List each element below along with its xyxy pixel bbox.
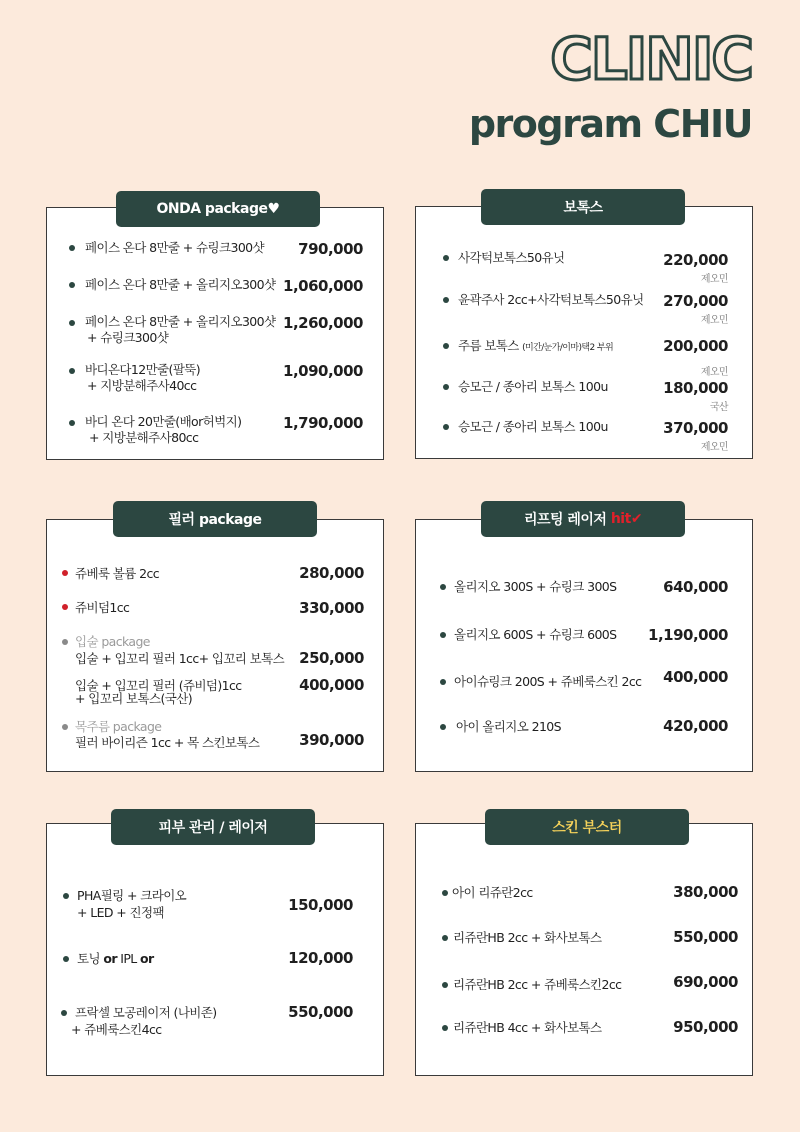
section-tag-lifting: 리프팅 레이저 hit ✔ [481, 501, 685, 537]
bullet-dot [61, 1010, 67, 1016]
onda-package-card: 페이스 온다 8만줄 + 슈링크300샷 790,000 페이스 온다 8만줄 + 올리지오300샷 1,060,000 페이스 온다 8만줄 + 올리지오300샷 + 슈링크300샷 1,260,000 바디온다12만줄(팔뚝) + 지방분해주사40cc 1,090,000 바디 온다 20만줄(배or허벅지) + 지방분해주사80cc 1,790,000 [46, 207, 384, 460]
price: 400,000 [299, 676, 364, 694]
price: 180,000 [663, 379, 728, 397]
heart-icon: ♥ [267, 201, 280, 217]
bullet-dot [443, 384, 449, 390]
price: 150,000 [288, 896, 353, 914]
bullet-dot [69, 420, 75, 426]
bullet-dot [440, 584, 446, 590]
price: 1,260,000 [283, 314, 363, 332]
price: 1,060,000 [283, 277, 363, 295]
price: 950,000 [673, 1018, 738, 1036]
price: 120,000 [288, 949, 353, 967]
bullet-dot [63, 893, 69, 899]
price: 270,000 [663, 292, 728, 310]
section-tag-skin-booster: 스킨 부스터 [485, 809, 689, 845]
bullet-dot [442, 935, 448, 941]
price: 400,000 [663, 668, 728, 686]
price: 380,000 [673, 883, 738, 901]
bullet-dot [69, 282, 75, 288]
price: 220,000 [663, 251, 728, 269]
price: 790,000 [298, 240, 363, 258]
bullet-dot [443, 297, 449, 303]
lifting-laser-card: 올리지오 300S + 슈링크 300S 640,000 올리지오 600S + 슈링크 600S 1,190,000 아이슈링크 200S + 쥬베룩스킨 2cc 400,000 아이 올리지오 210S 420,000 [415, 519, 753, 772]
price: 280,000 [299, 564, 364, 582]
skin-booster-card: 아이 리쥬란2cc 380,000 리쥬란HB 2cc + 화사보톡스 550,000 리쥬란HB 2cc + 쥬베룩스킨2cc 690,000 리쥬란HB 4cc + 화사보톡스 950,000 [415, 823, 753, 1076]
price: 690,000 [673, 973, 738, 991]
price: 420,000 [663, 717, 728, 735]
bullet-dot [63, 956, 69, 962]
price: 250,000 [299, 649, 364, 667]
checkmark-icon: ✔ [630, 511, 643, 527]
bullet-dot [62, 604, 68, 610]
price: 370,000 [663, 419, 728, 437]
bullet-dot [442, 890, 448, 896]
price: 390,000 [299, 731, 364, 749]
bullet-dot [442, 982, 448, 988]
bullet-dot [62, 639, 68, 645]
bullet-dot [442, 1025, 448, 1031]
botox-card: 사각턱보톡스50유닛 220,000 제오민 윤곽주사 2cc+사각턱보톡스50유닛 270,000 제오민 주름 보톡스 (미간/눈가/이마)택2 부위 200,000 제오민 승모근 / 종아리 보톡스 100u 180,000 국산 승모근 / 종아리 보톡스 100u 370,000 제오민 [415, 206, 753, 459]
section-tag-onda: ONDA package ♥ [116, 191, 320, 227]
price: 1,190,000 [648, 626, 728, 644]
price: 550,000 [673, 928, 738, 946]
section-tag-skin-care: 피부 관리 / 레이저 [111, 809, 315, 845]
bullet-dot [69, 320, 75, 326]
bullet-dot [443, 343, 449, 349]
price: 550,000 [288, 1003, 353, 1021]
price: 640,000 [663, 578, 728, 596]
bullet-dot [62, 724, 68, 730]
page-title: CLINIC [550, 25, 752, 93]
bullet-dot [443, 255, 449, 261]
bullet-dot [69, 368, 75, 374]
bullet-dot [440, 679, 446, 685]
filler-package-card: 쥬베룩 볼륨 2cc 280,000 쥬비덤1cc 330,000 입술 package 입술 + 입꼬리 필러 1cc+ 입꼬리 보톡스 250,000 입술 + 입꼬리 필러 (쥬비덤)1cc + 입꼬리 보톡스(국산) 400,000 목주름 package 필러 바이리즌 1cc + 목 스킨보톡스 390,000 [46, 519, 384, 772]
bullet-dot [440, 632, 446, 638]
page-subtitle: program CHIU [468, 102, 752, 146]
bullet-dot [62, 570, 68, 576]
section-tag-botox: 보톡스 [481, 189, 685, 225]
section-tag-filler: 필러 package [113, 501, 317, 537]
bullet-dot [443, 424, 449, 430]
price: 1,790,000 [283, 414, 363, 432]
price: 200,000 [663, 337, 728, 355]
price: 330,000 [299, 599, 364, 617]
skin-care-card: PHA필링 + 크라이오 + LED + 진정팩 150,000 토닝 or IPL or 120,000 프락셀 모공레이저 (나비존) + 쥬베룩스킨4cc 550,000 [46, 823, 384, 1076]
bullet-dot [69, 245, 75, 251]
price: 1,090,000 [283, 362, 363, 380]
bullet-dot [440, 724, 446, 730]
